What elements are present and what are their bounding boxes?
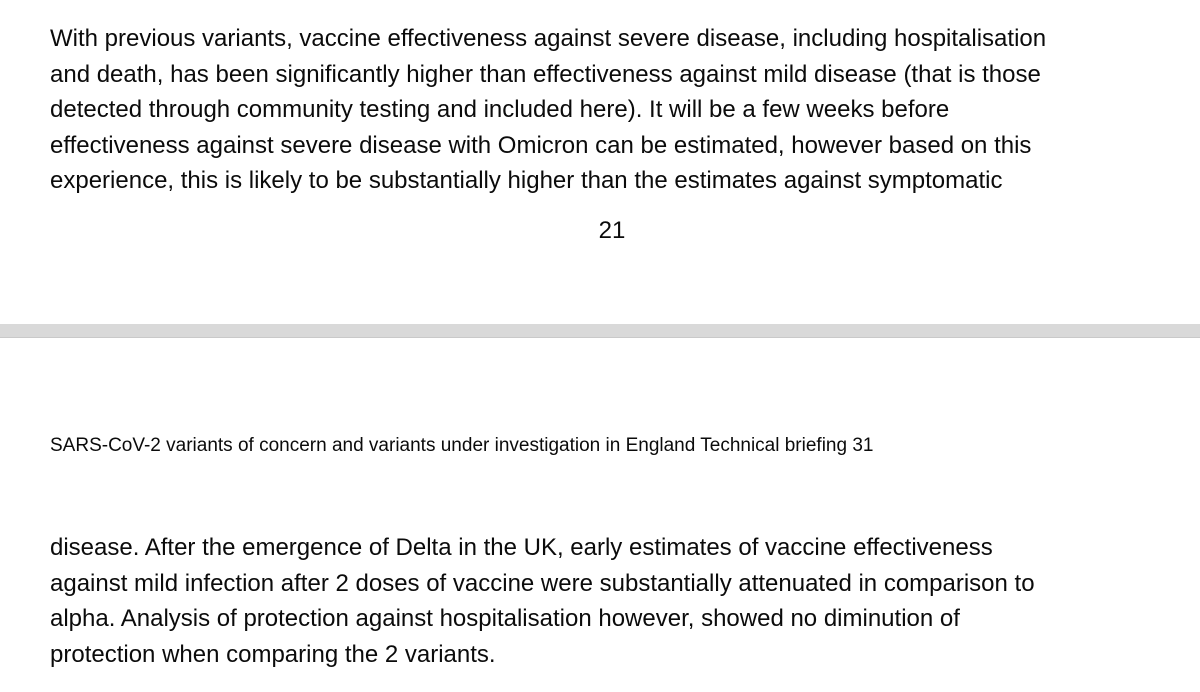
paragraph-line: disease. After the emergence of Delta in the UK, early estimates of vaccine effectiveness: [50, 534, 993, 561]
page-number: 21: [598, 217, 626, 244]
document-page-21: [0, 0, 1200, 324]
paragraph-line: alpha. Analysis of protection against hospitalisation however, showed no diminution of: [50, 605, 960, 632]
paragraph-line: protection when comparing the 2 variants.: [50, 640, 496, 668]
paragraph-line: against mild infection after 2 doses of vaccine were substantially attenuated in comparison to: [50, 569, 1035, 597]
paragraph-line: and death, has been significantly higher than effectiveness against mild disease (that is those: [50, 60, 1041, 88]
page-separator: [0, 324, 1200, 338]
paragraph-line: detected through community testing and included here). It will be a few weeks before: [50, 96, 950, 123]
document-page-22: [0, 338, 1200, 692]
paragraph-line: experience, this is likely to be substantially higher than the estimates against symptomatic: [50, 167, 1003, 194]
paragraph: [50, 530, 1170, 672]
paragraph-line: With previous variants, vaccine effectiveness against severe disease, including hospitalisation: [50, 25, 1047, 52]
paragraph: [50, 21, 1170, 199]
running-header: SARS-CoV-2 variants of concern and variants under investigation in England Technical briefing 31: [50, 435, 874, 456]
paragraph-line: effectiveness against severe disease with Omicron can be estimated, however based on this: [50, 131, 1032, 159]
